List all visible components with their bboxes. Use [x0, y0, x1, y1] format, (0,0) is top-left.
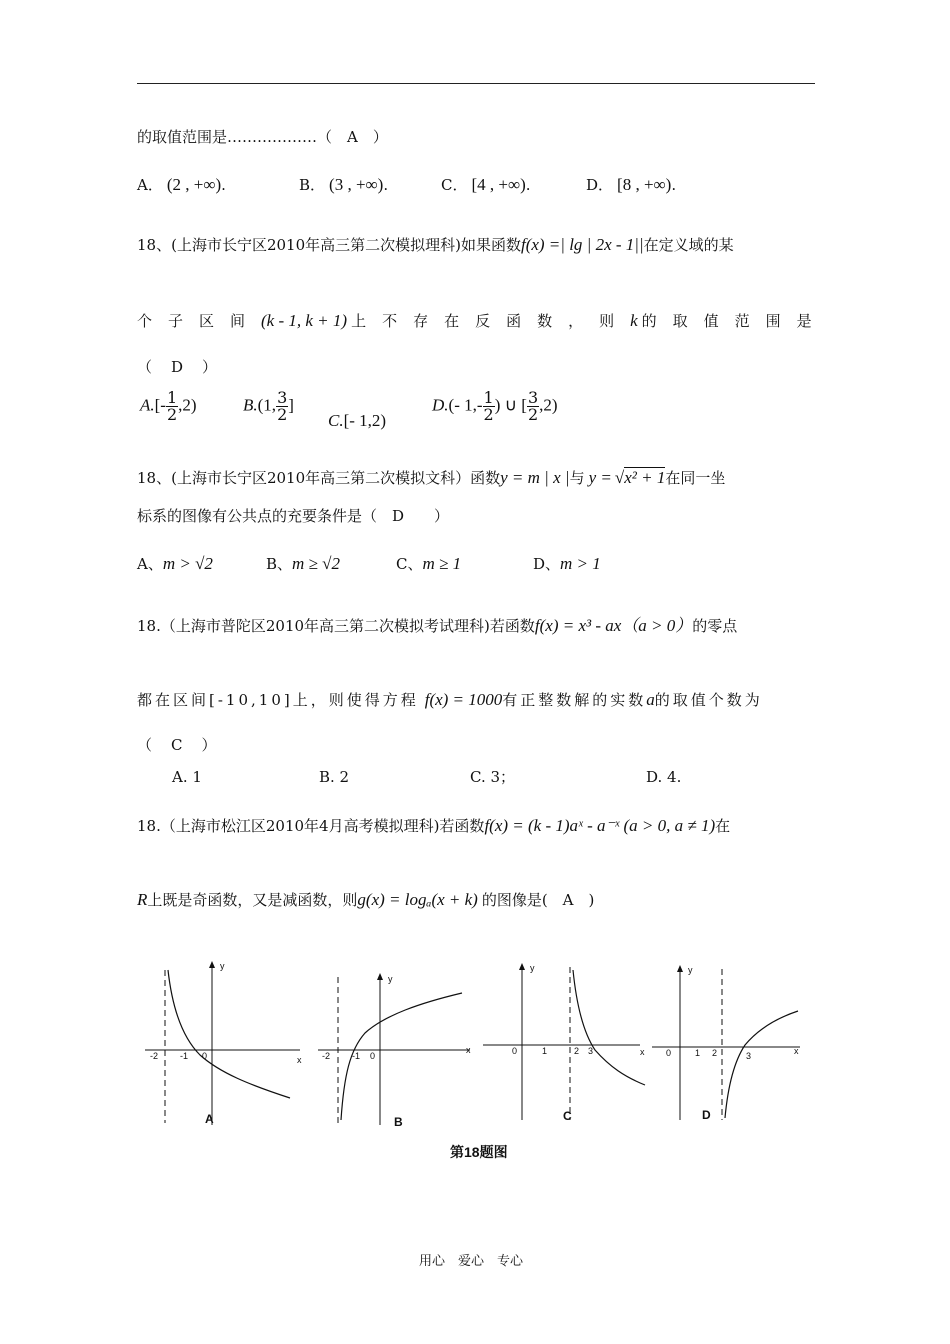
q3-choice-a: A. 1 — [172, 768, 202, 786]
q3-choice-c: C. 3； — [470, 768, 516, 786]
svg-text:x: x — [297, 1055, 302, 1065]
q0-choice-c: C． [4 , +∞). — [441, 175, 531, 194]
q3-answer: （ C ） — [137, 736, 219, 754]
figure-graphs — [140, 955, 820, 1130]
q3-line2: 都在区间[-10,10]上，则使得方程 f(x) = 1000有正整数解的实数a的取值个数为 — [137, 690, 763, 709]
svg-text:0: 0 — [202, 1051, 208, 1061]
svg-text:-1: -1 — [180, 1051, 189, 1061]
graph-panel-b — [318, 973, 471, 1125]
header-rule — [137, 83, 815, 84]
svg-text:2: 2 — [574, 1046, 580, 1056]
graph-label-c: C — [563, 1109, 572, 1123]
svg-text:y: y — [388, 974, 393, 984]
q0-choice-d: D． [8 , +∞). — [586, 175, 677, 194]
svg-text:-1: -1 — [352, 1051, 361, 1061]
svg-text:1: 1 — [695, 1048, 701, 1058]
graph-label-b: B — [394, 1115, 403, 1129]
svg-text:y: y — [220, 961, 225, 971]
q3-choice-d: D. 4. — [646, 768, 682, 786]
q1-choice-b: B.(1, $\frac{3}{2}$ ] — [243, 388, 294, 424]
svg-text:x: x — [794, 1046, 799, 1056]
q1-line2: 个子区间(k - 1, k + 1) 上不存在反函数，则k 的取值范围是 — [137, 311, 828, 330]
q0-tail: 的取值范围是………………（ A ） — [137, 128, 388, 146]
svg-text:2: 2 — [712, 1048, 718, 1058]
q1-choice-a: A.[- $\frac{1}{2}$ ,2) — [140, 388, 197, 424]
q1-choice-c: C.[- 1,2) — [328, 411, 387, 430]
q2-choice-d: D、m > 1 — [533, 554, 601, 573]
svg-text:y: y — [688, 965, 693, 975]
svg-text:y: y — [530, 963, 535, 973]
graph-panel-d — [652, 965, 800, 1120]
svg-text:-2: -2 — [150, 1051, 159, 1061]
figure-caption: 第18题图 — [450, 1144, 508, 1160]
graph-panel-c — [483, 963, 645, 1120]
graph-panel-a — [145, 961, 302, 1125]
q0-choice-a: A． (2 , +∞). — [137, 175, 226, 194]
q1-answer: （ D ） — [137, 358, 220, 376]
svg-text:0: 0 — [666, 1048, 672, 1058]
q4-line2: R上既是奇函数，又是减函数，则g(x) = logₐ(x + k) 的图像是( A ) — [137, 890, 595, 909]
q2-line1: 18、(上海市长宁区2010年高三第二次模拟文科）函数y = m | x |与 y = √x² + 1在同一坐 — [137, 468, 726, 487]
page-footer: 用心 爱心 专心 — [419, 1254, 524, 1269]
svg-text:0: 0 — [512, 1046, 518, 1056]
q1-line1: 18、(上海市长宁区2010年高三第二次模拟理科)如果函数f(x) =| lg | 2x - 1||在定义域的某 — [137, 235, 734, 254]
svg-text:-2: -2 — [322, 1051, 331, 1061]
q4-line1: 18.（上海市松江区2010年4月高考模拟理科)若函数f(x) = (k - 1)aˣ - a⁻ˣ (a > 0, a ≠ 1)在 — [137, 816, 731, 835]
q3-choice-b: B. 2 — [319, 768, 350, 786]
q2-choice-c: C、m ≥ 1 — [396, 554, 462, 573]
svg-text:x: x — [466, 1045, 471, 1055]
q3-line1: 18.（上海市普陀区2010年高三第二次模拟考试理科)若函数f(x) = x³ - ax（a > 0）的零点 — [137, 616, 738, 635]
graph-label-d: D — [702, 1108, 711, 1122]
q0-choice-b: B． (3 , +∞). — [299, 175, 389, 194]
q2-choice-a: A、m > √2 — [137, 554, 213, 573]
svg-text:3: 3 — [588, 1046, 594, 1056]
svg-text:x: x — [640, 1047, 645, 1057]
svg-text:3: 3 — [746, 1051, 752, 1061]
q1-choice-d: D.(- 1,- $\frac{1}{2}$ ) ∪ [ $\frac{3}{2}$ ,2) — [432, 388, 558, 424]
q2-line2: 标系的图像有公共点的充要条件是（ D ） — [137, 507, 450, 525]
svg-text:1: 1 — [542, 1046, 548, 1056]
svg-text:0: 0 — [370, 1051, 376, 1061]
q2-choice-b: B、m ≥ √2 — [266, 554, 340, 573]
graph-label-a: A — [205, 1112, 214, 1126]
